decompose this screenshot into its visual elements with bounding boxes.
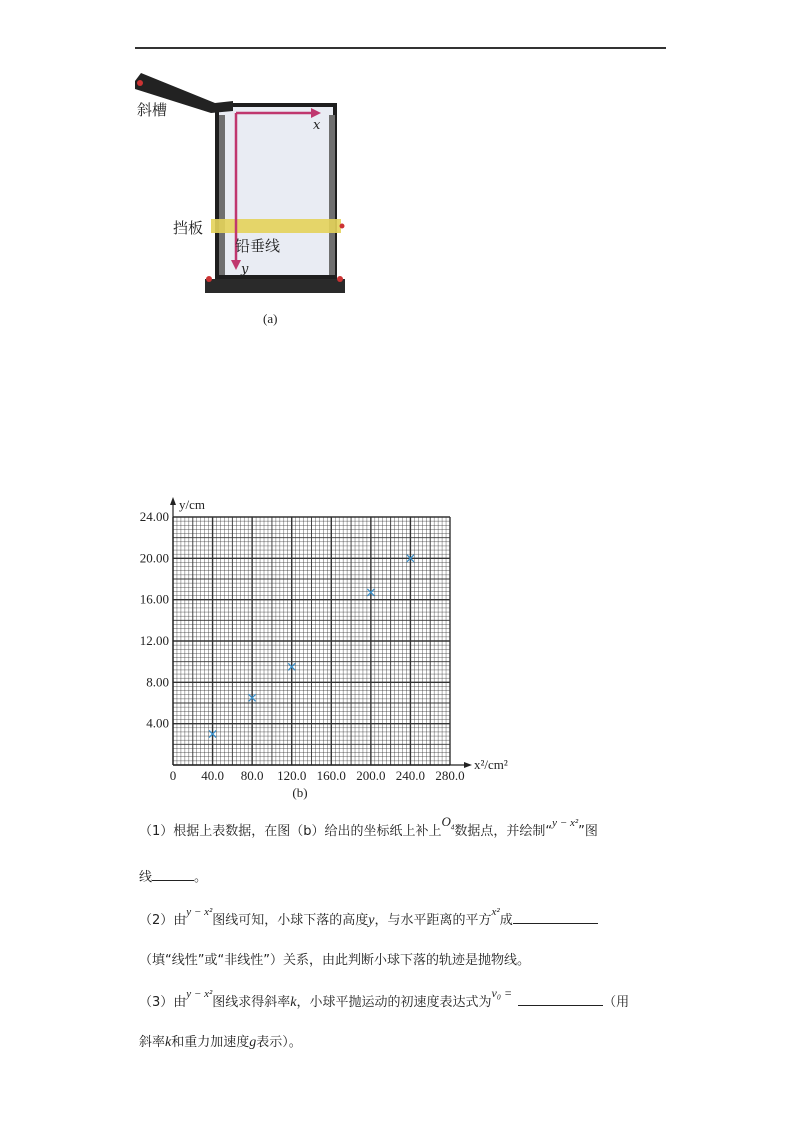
x-tick-label: 0 [169,768,177,783]
question-2-line-1: （2）由$^{y - x^2}$图线可知，小球下落的高度y，与水平距离的平方$^{x^2}$成 [139,911,598,930]
x-tick-label: 240.0 [395,768,426,783]
y-tick-label: 12.00 [139,633,169,648]
answer-blank-3[interactable] [518,993,603,1006]
x-tick-label: 40.0 [201,768,224,783]
y-tick-label: 4.00 [146,715,169,731]
answer-blank-1[interactable] [152,868,194,881]
y-tick-label: 20.00 [139,550,169,566]
caption-a: (a) [263,311,278,326]
question-3-line-2: 斜率k和重力加速度g表示）。 [139,1035,302,1050]
y-axis-title: y/cm [179,497,205,512]
x-tick-label: 120.0 [277,768,307,783]
answer-blank-2[interactable] [513,911,598,924]
label-baffle: 挡板 [173,219,204,237]
label-axis-y: y [241,262,249,277]
x-tick-label: 160.0 [316,768,346,783]
question-3-line-1: （3）由$^{y - x^2}$图线求得斜率k，小球平抛运动的初速度表达式为v₀ =（用 [139,986,630,1010]
chute-knob [137,80,143,86]
apparatus-drawing [135,67,355,307]
y-tick-label: 8.00 [146,674,169,690]
chart-b [120,490,540,800]
chart-svg [120,490,540,800]
apparatus-figure [135,67,355,307]
y-tick-label: 16.00 [139,591,169,607]
x-tick-label: 200.0 [356,768,386,783]
x-axis-title: x²/cm² [474,757,508,772]
question-1-line-2: 线 。 [139,870,208,885]
x-axis-arrowhead [464,762,472,768]
left-rod [219,115,225,275]
y-axis-arrowhead [170,497,176,505]
y-tick-label: 24.00 [139,509,169,524]
caption-b: (b) [292,785,308,800]
base-plate [205,279,345,293]
label-plumb-line: 铅垂线 [235,237,281,255]
question-1-line-1: （1）根据上表数据，在图（b）给出的坐标纸上补上$O_4$数据点，并绘制“$^{y - x^2}$”图 [139,814,598,839]
baffle-strip [211,219,341,233]
x-tick-label: 280.0 [435,768,465,783]
top-rule [135,47,666,49]
right-rod [329,115,335,275]
x-tick-label: 80.0 [240,768,264,783]
label-axis-x: x [313,118,321,133]
label-chute: 斜槽 [137,101,168,119]
question-2-line-2: （填“线性”或“非线性”）关系，由此判断小球下落的轨迹是抛物线。 [139,953,530,968]
